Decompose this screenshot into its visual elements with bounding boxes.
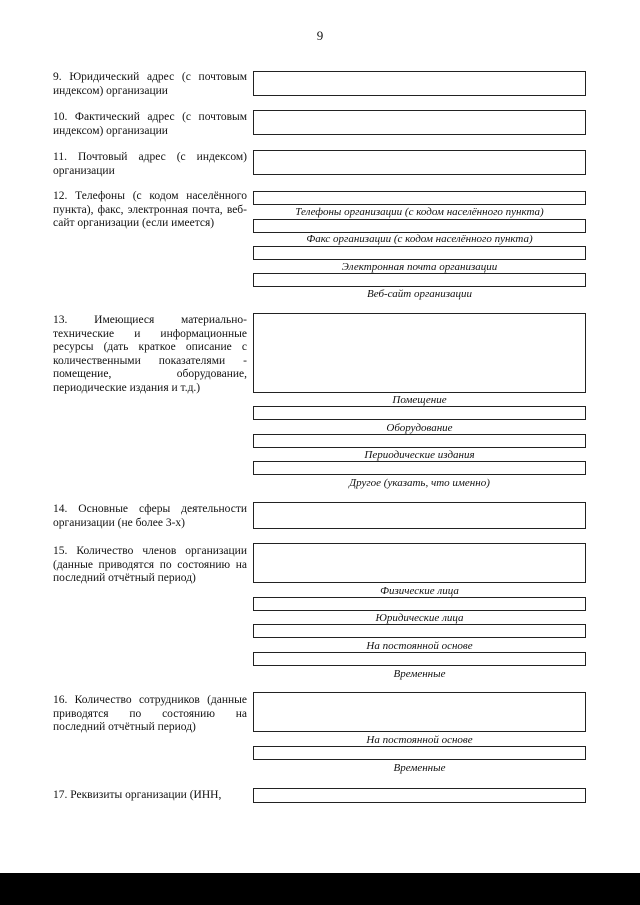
staff-count-field[interactable] [253, 692, 586, 732]
phones-field[interactable] [253, 191, 586, 205]
label-staff-count: 16. Количество сотрудников (данные приводятся по состоянию на последний отчётный период) [53, 694, 247, 733]
label-requisites: 17. Реквизиты организации (ИНН, [53, 789, 222, 801]
activity-areas-field[interactable] [253, 502, 586, 529]
caption-individuals: Физические лица [380, 585, 459, 597]
temporary-staff-field[interactable] [253, 746, 586, 760]
members-count-field[interactable] [253, 543, 586, 583]
caption-equipment: Оборудование [386, 422, 453, 434]
website-field[interactable] [253, 273, 586, 287]
caption-fax: Факс организации (с кодом населённого пункта) [306, 233, 533, 245]
email-field[interactable] [253, 246, 586, 260]
caption-other: Другое (указать, что именно) [349, 477, 490, 489]
caption-temporary-members: Временные [393, 668, 446, 680]
equipment-field[interactable] [253, 406, 586, 420]
temporary-members-field[interactable] [253, 652, 586, 666]
caption-permanent-staff: На постоянной основе [366, 734, 473, 746]
resources-field[interactable] [253, 313, 586, 393]
caption-email: Электронная почта организации [341, 261, 498, 273]
permanent-members-field[interactable] [253, 624, 586, 638]
caption-premises: Помещение [392, 394, 447, 406]
requisites-field[interactable] [253, 788, 586, 803]
label-contacts: 12. Телефоны (с кодом населённого пункта), факс, электронная почта, веб-сайт организации (если имеется) [53, 190, 247, 229]
actual-address-field[interactable] [253, 110, 586, 135]
page-number: 9 [316, 28, 324, 43]
legal-address-field[interactable] [253, 71, 586, 96]
caption-periodicals: Периодические издания [364, 449, 475, 461]
label-postal-address: 11. Почтовый адрес (с индексом) организации [53, 151, 247, 177]
label-legal-address: 9. Юридический адрес (с почтовым индексом) организации [53, 71, 247, 97]
periodicals-field[interactable] [253, 434, 586, 448]
label-members-count: 15. Количество членов организации (данные приводятся по состоянию на последний отчётный период) [53, 545, 247, 584]
legal-entities-field[interactable] [253, 597, 586, 611]
caption-temporary-staff: Временные [393, 762, 446, 774]
caption-permanent-members: На постоянной основе [366, 640, 473, 652]
other-field[interactable] [253, 461, 586, 475]
caption-website: Веб-сайт организации [367, 288, 472, 300]
postal-address-field[interactable] [253, 150, 586, 175]
label-actual-address: 10. Фактический адрес (с почтовым индексом) организации [53, 111, 247, 137]
scan-bottom-border [0, 873, 640, 905]
fax-field[interactable] [253, 219, 586, 233]
label-resources: 13. Имеющиеся материально-технические и информационные ресурсы (дать краткое описание с количественными показателями - помещение, оборудование, периодические издания и т.д.) [53, 314, 247, 394]
caption-legal-entities: Юридические лица [375, 612, 464, 624]
caption-phones: Телефоны организации (с кодом населённого пункта) [295, 206, 544, 218]
label-activity-areas: 14. Основные сферы деятельности организации (не более 3-х) [53, 503, 247, 529]
